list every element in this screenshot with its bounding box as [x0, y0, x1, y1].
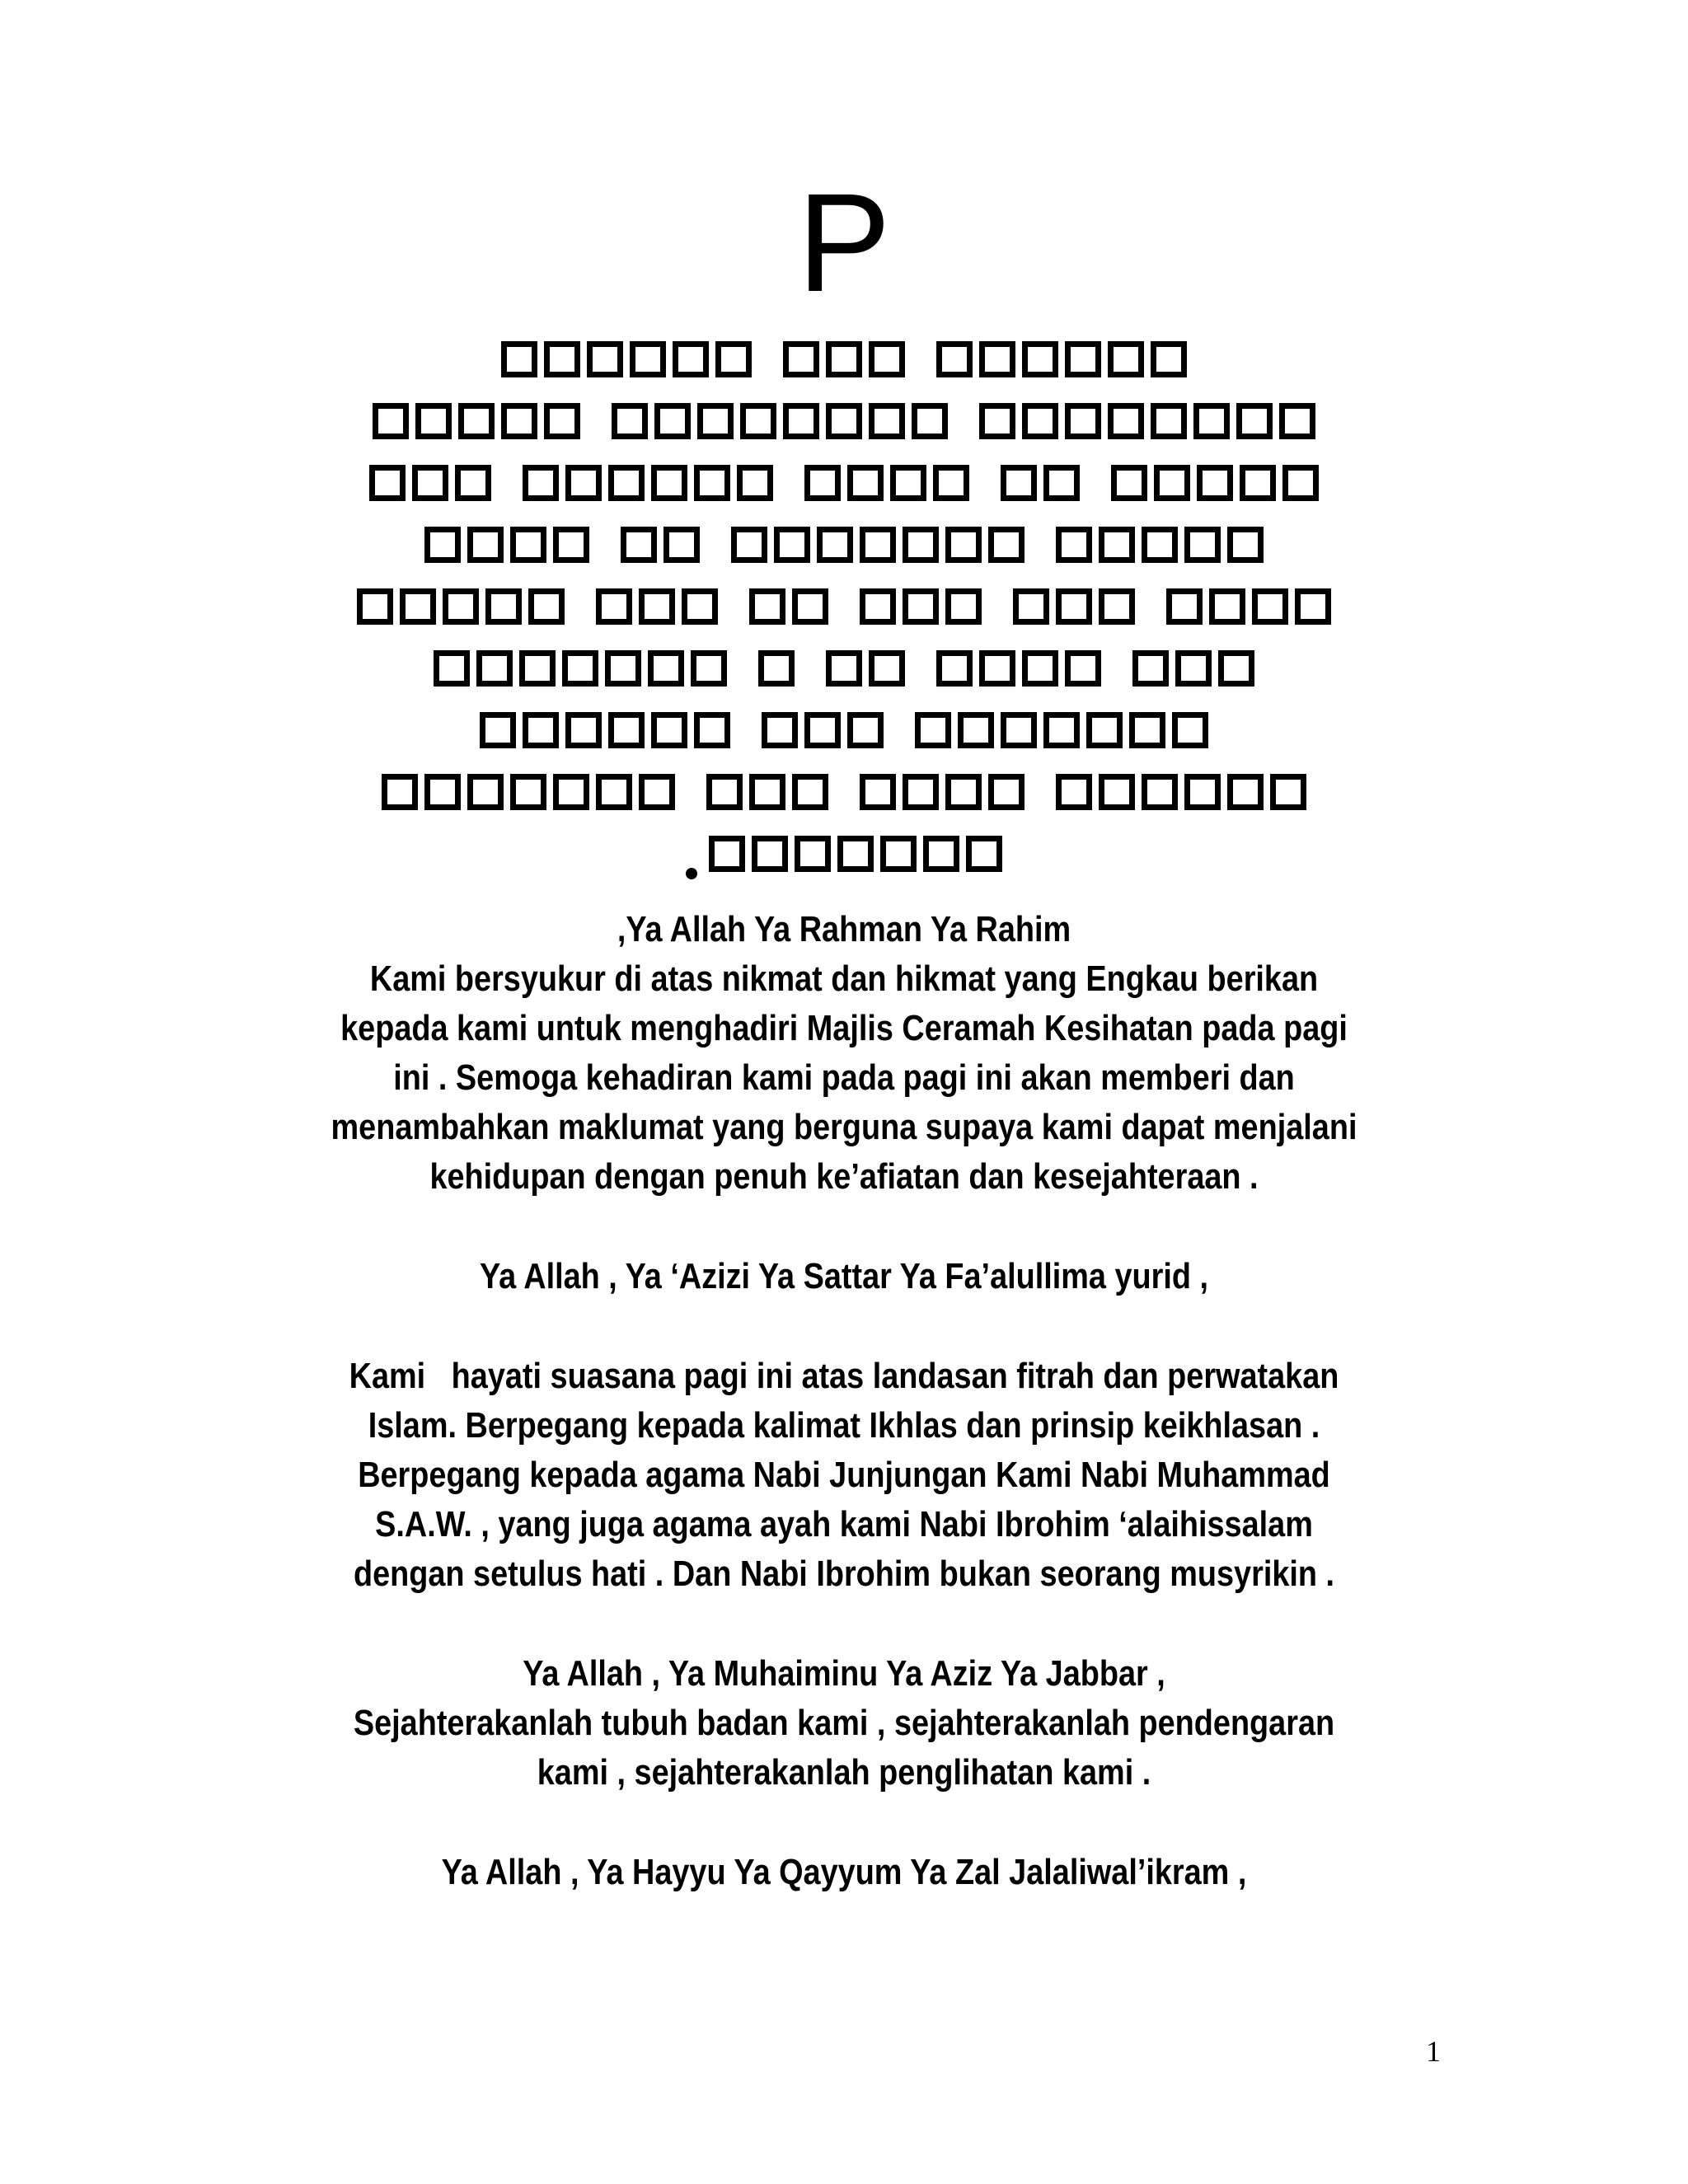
- opening-line: ,Ya Allah Ya Rahman Ya Rahim: [617, 909, 1071, 949]
- glyph-word: [523, 465, 773, 501]
- missing-glyph-box: [936, 650, 973, 687]
- missing-glyph-box: [691, 650, 727, 687]
- glyph-word: [1056, 774, 1306, 810]
- glyph-word: [382, 774, 675, 810]
- missing-glyph-box: [1013, 588, 1049, 625]
- missing-glyph-box: [415, 403, 452, 439]
- missing-glyph-box: [596, 588, 632, 625]
- paragraph-spacer: [118, 1301, 1569, 1352]
- missing-glyph-box: [694, 465, 730, 501]
- missing-glyph-text-block: [0, 328, 1688, 884]
- missing-glyph-box: [1172, 712, 1208, 748]
- missing-glyph-box: [749, 774, 785, 810]
- missing-glyph-box: [639, 774, 675, 810]
- missing-glyph-box: [860, 588, 896, 625]
- glyph-word: [915, 712, 1208, 748]
- page-number: 1: [1426, 2035, 1441, 2068]
- glyph-line: [0, 761, 1688, 823]
- missing-glyph-box: [1056, 588, 1092, 625]
- missing-glyph-box: [1056, 527, 1092, 563]
- glyph-word: [621, 527, 700, 563]
- prayer-text: [118, 905, 1569, 1897]
- glyph-word: [762, 712, 884, 748]
- missing-glyph-box: [979, 650, 1015, 687]
- missing-glyph-box: [485, 588, 522, 625]
- missing-glyph-box: [912, 403, 948, 439]
- missing-glyph-box: [988, 527, 1025, 563]
- missing-glyph-box: [1065, 650, 1101, 687]
- missing-glyph-box: [565, 465, 602, 501]
- missing-glyph-box: [651, 465, 687, 501]
- paragraph-1-line: Kami bersyukur di atas nikmat dan hikmat yang Engkau berikan: [369, 958, 1319, 999]
- missing-glyph-box: [860, 774, 896, 810]
- missing-glyph-box: [382, 774, 418, 810]
- missing-glyph-box: [434, 650, 470, 687]
- paragraph-2-line: Kami hayati suasana pagi ini atas landasan fitrah dan perwatakan: [349, 1356, 1339, 1396]
- paragraph-spacer: [118, 1599, 1569, 1649]
- missing-glyph-box: [1086, 712, 1123, 748]
- missing-glyph-box: [890, 465, 926, 501]
- missing-glyph-box: [945, 527, 982, 563]
- glyph-word: [936, 341, 1187, 377]
- glyph-word: [1132, 650, 1254, 687]
- glyph-word: [424, 527, 589, 563]
- missing-glyph-box: [480, 712, 516, 748]
- missing-glyph-box: [966, 836, 1002, 872]
- missing-glyph-box: [1142, 527, 1178, 563]
- missing-glyph-box: [1175, 650, 1212, 687]
- glyph-word: [758, 650, 795, 687]
- missing-glyph-box: [1129, 712, 1165, 748]
- missing-glyph-box: [1197, 465, 1233, 501]
- missing-glyph-box: [903, 774, 939, 810]
- missing-glyph-box: [424, 527, 461, 563]
- glyph-line: [0, 699, 1688, 761]
- paragraph-spacer: [118, 1202, 1569, 1252]
- missing-glyph-box: [774, 527, 810, 563]
- glyph-line: [0, 575, 1688, 637]
- missing-glyph-box: [958, 712, 994, 748]
- missing-glyph-box: [476, 650, 513, 687]
- missing-glyph-box: [528, 588, 565, 625]
- missing-glyph-box: [1282, 465, 1319, 501]
- missing-glyph-box: [869, 341, 905, 377]
- missing-glyph-box: [523, 712, 559, 748]
- missing-glyph-box: [694, 712, 730, 748]
- missing-glyph-box: [783, 403, 819, 439]
- missing-glyph-box: [1295, 588, 1331, 625]
- missing-glyph-box: [869, 650, 905, 687]
- missing-glyph-box: [936, 341, 973, 377]
- missing-glyph-box: [1227, 774, 1264, 810]
- missing-glyph-box: [860, 527, 896, 563]
- missing-glyph-box: [979, 403, 1015, 439]
- glyph-word: [826, 650, 905, 687]
- missing-glyph-box: [523, 465, 559, 501]
- missing-glyph-box: [1065, 341, 1101, 377]
- glyph-word: [1056, 527, 1264, 563]
- missing-glyph-box: [1022, 650, 1058, 687]
- missing-glyph-box: [1099, 588, 1135, 625]
- missing-glyph-box: [880, 836, 917, 872]
- missing-glyph-box: [923, 836, 959, 872]
- missing-glyph-box: [501, 403, 537, 439]
- missing-glyph-box: [1218, 650, 1254, 687]
- missing-glyph-box: [826, 650, 862, 687]
- missing-glyph-box: [792, 774, 828, 810]
- glyph-word: [369, 465, 491, 501]
- missing-glyph-box: [903, 588, 939, 625]
- missing-glyph-box: [1001, 465, 1037, 501]
- missing-glyph-box: [639, 588, 675, 625]
- missing-glyph-box: [357, 588, 393, 625]
- paragraph-1-line: ini . Semoga kehadiran kami pada pagi ini akan memberi dan: [393, 1057, 1295, 1098]
- glyph-word: [709, 836, 1002, 872]
- paragraph-1-line: kehidupan dengan penuh ke’afiatan dan kesejahteraan .: [429, 1156, 1259, 1197]
- glyph-line: [0, 390, 1688, 452]
- missing-glyph-box: [945, 774, 982, 810]
- missing-glyph-box: [1065, 403, 1101, 439]
- missing-glyph-box: [510, 774, 546, 810]
- missing-glyph-box: [608, 712, 645, 748]
- header-letter: P: [797, 165, 891, 321]
- missing-glyph-box: [673, 341, 709, 377]
- missing-glyph-box: [412, 465, 448, 501]
- missing-glyph-box: [1193, 403, 1230, 439]
- missing-glyph-box: [715, 341, 752, 377]
- missing-glyph-box: [847, 712, 884, 748]
- glyph-word: [979, 403, 1315, 439]
- missing-glyph-box: [608, 465, 645, 501]
- missing-glyph-box: [933, 465, 969, 501]
- missing-glyph-box: [519, 650, 556, 687]
- glyph-word: [596, 588, 718, 625]
- paragraph-2-line: Berpegang kepada agama Nabi Junjungan Kami Nabi Muhammad: [358, 1455, 1330, 1495]
- missing-glyph-box: [1099, 774, 1135, 810]
- missing-glyph-box: [1043, 465, 1080, 501]
- missing-glyph-box: [749, 588, 785, 625]
- missing-glyph-box: [915, 712, 951, 748]
- missing-glyph-box: [1151, 341, 1187, 377]
- missing-glyph-box: [544, 341, 580, 377]
- missing-glyph-box: [587, 341, 623, 377]
- missing-glyph-box: [501, 341, 537, 377]
- paragraph-2-line: S.A.W. , yang juga agama ayah kami Nabi Ibrohim ‘alaihissalam: [375, 1504, 1313, 1544]
- paragraph-1-line: kepada kami untuk menghadiri Majlis Ceramah Kesihatan pada pagi: [340, 1008, 1348, 1048]
- missing-glyph-box: [826, 341, 862, 377]
- missing-glyph-box: [400, 588, 436, 625]
- missing-glyph-box: [1240, 465, 1276, 501]
- missing-glyph-box: [1279, 403, 1315, 439]
- glyph-word: [1001, 465, 1080, 501]
- missing-glyph-box: [562, 650, 598, 687]
- missing-glyph-box: [424, 774, 461, 810]
- missing-glyph-box: [1111, 465, 1147, 501]
- missing-glyph-box: [605, 650, 641, 687]
- missing-glyph-box: [565, 712, 602, 748]
- missing-glyph-box: [1184, 774, 1221, 810]
- missing-glyph-box: [1209, 588, 1245, 625]
- missing-glyph-box: [1184, 527, 1221, 563]
- glyph-word: [357, 588, 565, 625]
- glyph-word: [731, 527, 1025, 563]
- paragraph-3-line: kami , sejahterakanlah penglihatan kami .: [537, 1752, 1151, 1793]
- glyph-line: [0, 328, 1688, 390]
- missing-glyph-box: [663, 527, 700, 563]
- missing-glyph-box: [795, 836, 831, 872]
- missing-glyph-box: [1142, 774, 1178, 810]
- missing-glyph-box: [826, 403, 862, 439]
- glyph-word: [860, 774, 1025, 810]
- missing-glyph-box: [869, 403, 905, 439]
- missing-glyph-box: [1022, 341, 1058, 377]
- missing-glyph-box: [752, 836, 788, 872]
- missing-glyph-box: [621, 527, 657, 563]
- missing-glyph-box: [1236, 403, 1273, 439]
- period-dot: [686, 868, 697, 879]
- missing-glyph-box: [654, 403, 691, 439]
- paragraph-3-line: Sejahterakanlah tubuh badan kami , sejahterakanlah pendengaran: [353, 1703, 1335, 1743]
- paragraph-spacer: [118, 1797, 1569, 1848]
- glyph-word: [706, 774, 828, 810]
- missing-glyph-box: [510, 527, 546, 563]
- paragraph-2-line: Islam. Berpegang kepada kalimat Ikhlas dan prinsip keikhlasan .: [368, 1405, 1320, 1446]
- missing-glyph-box: [847, 465, 884, 501]
- missing-glyph-box: [467, 774, 504, 810]
- missing-glyph-box: [1043, 712, 1080, 748]
- missing-glyph-box: [817, 527, 853, 563]
- missing-glyph-box: [1108, 403, 1144, 439]
- glyph-word: [804, 465, 969, 501]
- invocation-2: Ya Allah , Ya ‘Azizi Ya Sattar Ya Fa’alullima yurid ,: [479, 1256, 1209, 1296]
- missing-glyph-box: [458, 403, 495, 439]
- missing-glyph-box: [1022, 403, 1058, 439]
- glyph-line: [0, 513, 1688, 575]
- missing-glyph-box: [553, 774, 589, 810]
- missing-glyph-box: [369, 465, 406, 501]
- missing-glyph-box: [740, 403, 776, 439]
- missing-glyph-box: [804, 712, 841, 748]
- missing-glyph-box: [737, 465, 773, 501]
- glyph-line: [0, 823, 1688, 884]
- missing-glyph-box: [553, 527, 589, 563]
- glyph-word: [612, 403, 948, 439]
- missing-glyph-box: [455, 465, 491, 501]
- missing-glyph-box: [596, 774, 632, 810]
- missing-glyph-box: [762, 712, 798, 748]
- invocation-4: Ya Allah , Ya Hayyu Ya Qayyum Ya Zal Jalaliwal’ikram ,: [441, 1852, 1247, 1892]
- missing-glyph-box: [1151, 403, 1187, 439]
- glyph-line: [0, 452, 1688, 513]
- missing-glyph-box: [783, 341, 819, 377]
- paragraph-1-line: menambahkan maklumat yang berguna supaya kami dapat menjalani: [331, 1107, 1357, 1147]
- missing-glyph-box: [1001, 712, 1037, 748]
- missing-glyph-box: [1154, 465, 1190, 501]
- glyph-word: [373, 403, 580, 439]
- missing-glyph-box: [544, 403, 580, 439]
- missing-glyph-box: [945, 588, 982, 625]
- missing-glyph-box: [651, 712, 687, 748]
- missing-glyph-box: [792, 588, 828, 625]
- missing-glyph-box: [979, 341, 1015, 377]
- missing-glyph-box: [1108, 341, 1144, 377]
- glyph-word: [936, 650, 1101, 687]
- glyph-word: [749, 588, 828, 625]
- missing-glyph-box: [1132, 650, 1169, 687]
- paragraph-2-line: dengan setulus hati . Dan Nabi Ibrohim bukan seorang musyrikin .: [353, 1554, 1335, 1594]
- missing-glyph-box: [1056, 774, 1092, 810]
- missing-glyph-box: [682, 588, 718, 625]
- missing-glyph-box: [804, 465, 841, 501]
- missing-glyph-box: [1099, 527, 1135, 563]
- missing-glyph-box: [837, 836, 874, 872]
- missing-glyph-box: [630, 341, 666, 377]
- glyph-word: [1013, 588, 1135, 625]
- missing-glyph-box: [988, 774, 1025, 810]
- glyph-line: [0, 637, 1688, 699]
- missing-glyph-box: [758, 650, 795, 687]
- glyph-word: [501, 341, 752, 377]
- missing-glyph-box: [709, 836, 745, 872]
- missing-glyph-box: [731, 527, 767, 563]
- missing-glyph-box: [697, 403, 734, 439]
- glyph-word: [434, 650, 727, 687]
- missing-glyph-box: [443, 588, 479, 625]
- paragraph-3-line: Ya Allah , Ya Muhaiminu Ya Aziz Ya Jabbar ,: [523, 1653, 1165, 1694]
- missing-glyph-box: [903, 527, 939, 563]
- missing-glyph-box: [1252, 588, 1288, 625]
- glyph-word: [860, 588, 982, 625]
- glyph-word: [1111, 465, 1319, 501]
- missing-glyph-box: [648, 650, 684, 687]
- missing-glyph-box: [1166, 588, 1203, 625]
- glyph-word: [783, 341, 905, 377]
- missing-glyph-box: [706, 774, 743, 810]
- glyph-word: [1166, 588, 1331, 625]
- missing-glyph-box: [373, 403, 409, 439]
- glyph-word: [480, 712, 730, 748]
- missing-glyph-box: [1227, 527, 1264, 563]
- missing-glyph-box: [612, 403, 648, 439]
- missing-glyph-box: [1270, 774, 1306, 810]
- missing-glyph-box: [467, 527, 504, 563]
